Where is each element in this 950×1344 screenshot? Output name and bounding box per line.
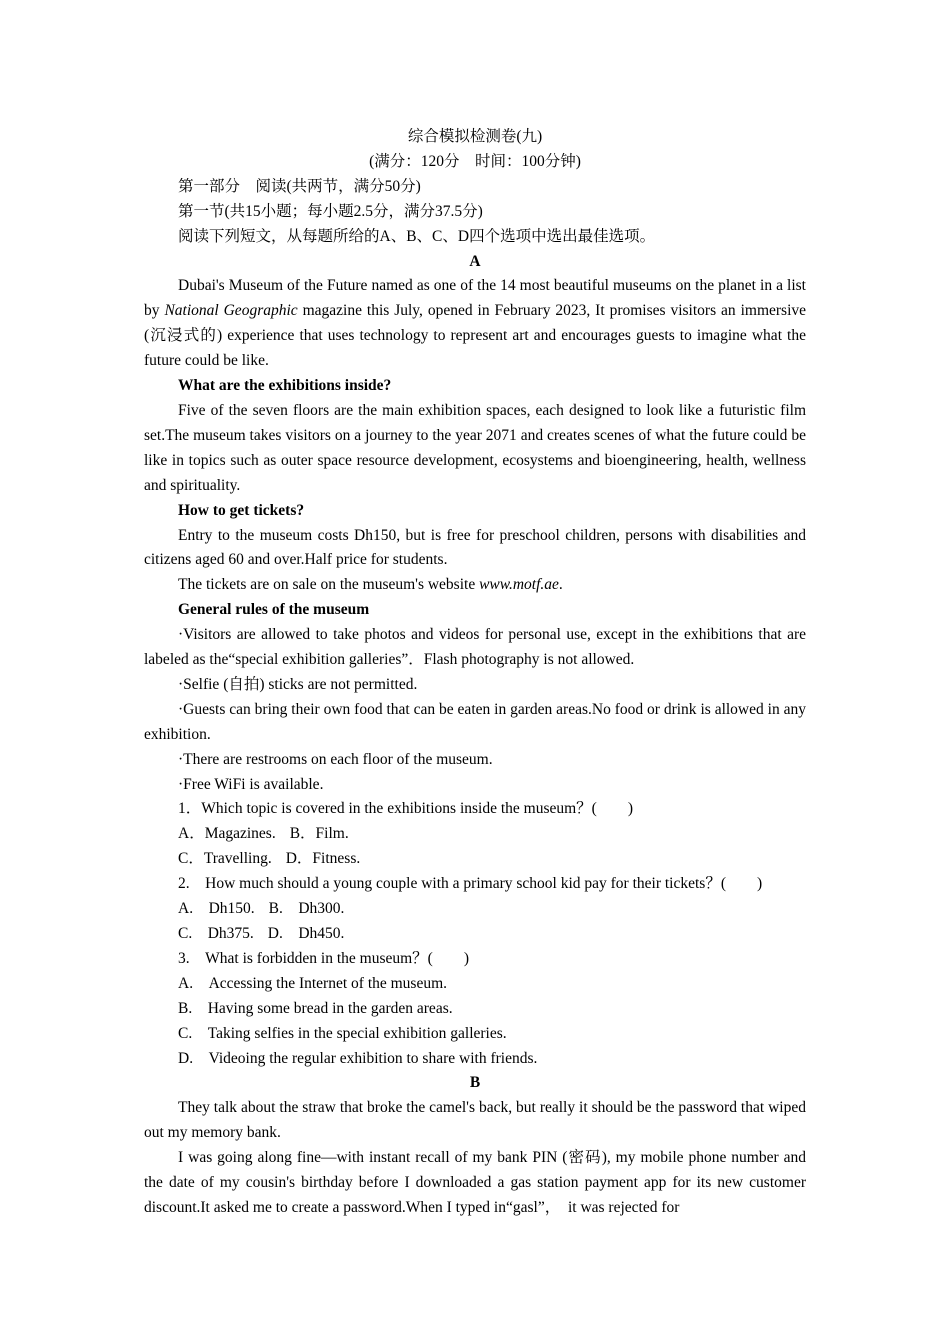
question-stem: 2. How much should a young couple with a primary school kid pay for their tickets？( ) xyxy=(178,875,763,893)
option-c: C．Travelling. xyxy=(178,850,272,868)
instruction-text: 阅读下列短文，从每题所给的A、B、C、D四个选项中选出最佳选项。 xyxy=(178,227,656,245)
passage-b-label: B xyxy=(469,1074,481,1092)
section-heading: 第一节(共15小题；每小题2.5分，满分37.5分) xyxy=(178,202,483,220)
part-heading: 第一部分 阅读(共两节，满分50分) xyxy=(178,177,421,195)
option-d: D. Videoing the regular exhibition to share with friends. xyxy=(178,1049,538,1067)
option-b: B．Film. xyxy=(289,825,349,843)
option-row xyxy=(144,897,806,922)
rule-item: ·Guests can bring their own food that can be eaten in garden areas.No food or drink is allowed in any exhibition. xyxy=(144,700,806,743)
rule-item: ·Selfie (自拍) sticks are not permitted. xyxy=(178,675,418,693)
passage-b-paragraph-1: They talk about the straw that broke the camel's back, but really it should be the password that wiped out my memory bank. xyxy=(144,1099,806,1142)
question-stem: 1．Which topic is covered in the exhibitions inside the museum？( ) xyxy=(178,800,634,818)
exam-title: 综合模拟检测卷(九) xyxy=(407,128,543,145)
rule-item: ·There are restrooms on each floor of the museum. xyxy=(178,750,493,768)
option-d: D. Dh450. xyxy=(267,925,345,942)
option-row xyxy=(144,922,806,947)
subheading-exhibitions: What are the exhibitions inside? xyxy=(178,377,392,395)
exam-subtitle: (满分：120分 时间：100分钟) xyxy=(369,152,581,170)
option-b: B. Having some bread in the garden areas. xyxy=(178,999,453,1017)
document-page xyxy=(144,125,806,1221)
option-d: D．Fitness. xyxy=(285,850,361,868)
passage-a-paragraph-4 xyxy=(144,573,806,598)
rule-item: ·Visitors are allowed to take photos and videos for personal use, except in the exhibitions that are labeled as the“special exhibition galleries”．Flash photography is not allowed. xyxy=(144,626,806,669)
text-span: The tickets are on sale on the museum's website xyxy=(178,576,480,594)
text-span: . xyxy=(558,576,563,594)
rule-item: ·Free WiFi is available. xyxy=(178,775,324,793)
text-span: magazine this July, opened in February 2023, It promises visitors an immersive (沉浸式的) experience that uses technology to represent art and encourages guests to imagine what the future could be like. xyxy=(144,302,807,370)
subheading-rules: General rules of the museum xyxy=(178,601,370,619)
option-a: A. Dh150. xyxy=(178,900,255,918)
passage-b-paragraph-2: I was going along fine—with instant recall of my bank PIN (密码), my mobile phone number and the date of my cousin's birthday before I downloaded a gas station payment app for its new customer discount.It asked me to create a password.When I typed in“gasl”， it was rejected for xyxy=(144,1149,806,1216)
website-link-text: www.motf.ae xyxy=(479,576,559,594)
magazine-name: National Geographic xyxy=(164,302,298,320)
option-b: B. Dh300. xyxy=(268,900,345,918)
question-stem: 3. What is forbidden in the museum？( ) xyxy=(178,949,470,967)
option-row xyxy=(144,822,806,847)
passage-a-paragraph-2: Five of the seven floors are the main exhibition spaces, each designed to look like a futuristic film set.The museum takes visitors on a journey to the year 2071 and creates scenes of what the future could be like in topics such as outer space resource development, ecosystems and bioengineering, health, wellness and spirituality. xyxy=(144,401,806,494)
text-span: Dubai's Museum of the Future named as one of the 14 most beautiful museums on the planet in a list by xyxy=(144,277,806,320)
option-row xyxy=(144,847,806,872)
subheading-tickets: How to get tickets? xyxy=(178,501,305,519)
passage-a-label: A xyxy=(469,252,481,270)
option-a: A．Magazines. xyxy=(178,825,276,843)
passage-a-paragraph-3: Entry to the museum costs Dh150, but is free for preschool children, persons with disabilities and citizens aged 60 and over.Half price for students. xyxy=(144,526,806,569)
option-c: C. Taking selfies in the special exhibition galleries. xyxy=(178,1024,507,1042)
option-c: C. Dh375. xyxy=(178,925,254,942)
passage-a-paragraph-1 xyxy=(144,274,806,374)
option-a: A. Accessing the Internet of the museum. xyxy=(178,974,448,992)
